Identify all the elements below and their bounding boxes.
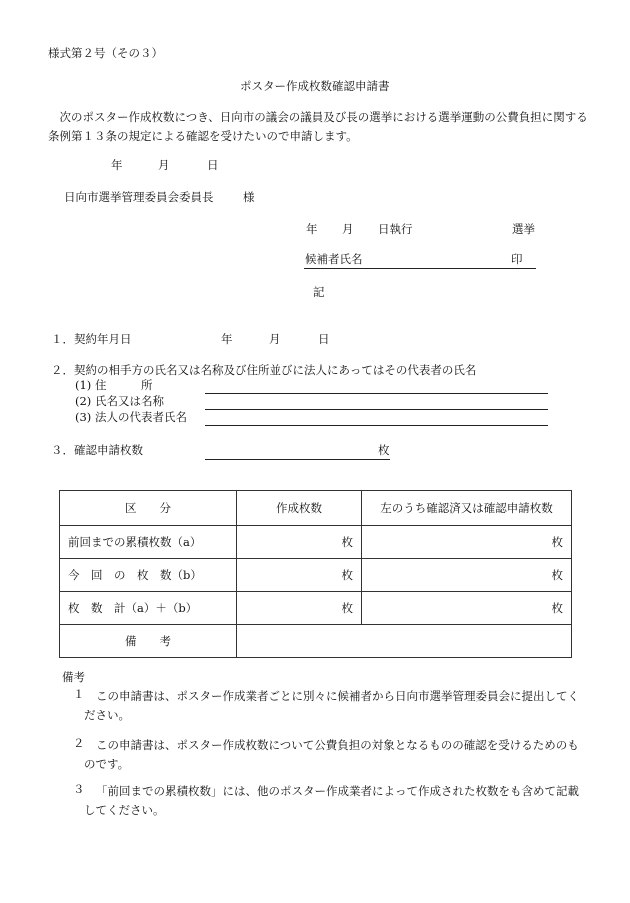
election-year-label: 年 xyxy=(306,222,318,236)
table-row xyxy=(60,559,572,592)
item2-field-representative: (3) 法人の代表者氏名 xyxy=(75,410,187,424)
item2-field-address: (1) 住 所 xyxy=(75,378,153,392)
note-number: ２ xyxy=(73,736,85,750)
item1-year-label: 年 xyxy=(221,332,233,346)
note-number: ３ xyxy=(73,782,85,796)
item3-line xyxy=(205,459,390,460)
note-text: この申請書は、ポスター作成業者ごとに別々に候補者から日向市選挙管理委員会に提出してください。 xyxy=(84,689,579,722)
candidate-name-line xyxy=(304,268,536,269)
candidate-name-label: 候補者氏名 xyxy=(305,252,363,266)
date-month-label: 月 xyxy=(158,158,170,172)
item2-address-line xyxy=(205,393,548,394)
date-year-label: 年 xyxy=(111,158,123,172)
item1-month-label: 月 xyxy=(269,332,281,346)
note-text: 「前回までの累積枚数」には、他のポスター作成業者によって作成された枚数をも含めて記載してください。 xyxy=(84,784,579,817)
item1-label: １．契約年月日 xyxy=(51,332,132,346)
item2-label: ２．契約の相手方の氏名又は名称及び住所並びに法人にあってはその代表者の氏名 xyxy=(51,363,477,377)
table-cell-produced: 枚 xyxy=(237,526,362,559)
intro-paragraph: 次のポスター作成枚数につき、日向市の議会の議員及び長の選挙における選挙運動の公費負担に関する条例第１３条の規定による確認を受けたいので申請します。 xyxy=(48,110,588,143)
table-header-produced: 作成枚数 xyxy=(237,491,362,526)
election-month-label: 月 xyxy=(342,222,354,236)
addressee-name: 日向市選挙管理委員会委員長 xyxy=(64,190,214,204)
table-cell-remarks xyxy=(237,625,572,658)
form-number: 様式第２号（その３） xyxy=(48,46,163,60)
table-cell-produced: 枚 xyxy=(237,592,362,625)
election-label: 選挙 xyxy=(512,222,535,236)
table-row-label: 枚 数 計（a）＋（b） xyxy=(60,592,237,625)
item3-label: ３．確認申請枚数 xyxy=(51,443,143,457)
item2-representative-line xyxy=(205,425,548,426)
seal-label: 印 xyxy=(511,252,523,266)
note-text: この申請書は、ポスター作成枚数について公費負担の対象となるものの確認を受けるためのものです。 xyxy=(84,738,579,771)
table-cell-confirmed: 枚 xyxy=(362,592,572,625)
table-header-confirmed: 左のうち確認済又は確認申請枚数 xyxy=(362,491,572,526)
ki-label: 記 xyxy=(313,285,325,299)
notes-title: 備考 xyxy=(62,670,85,684)
item2-field-name: (2) 氏名又は名称 xyxy=(75,394,164,408)
table-row xyxy=(60,526,572,559)
table-row xyxy=(60,592,572,625)
table-row-label: 前回までの累積枚数（a） xyxy=(60,526,237,559)
table-header-row xyxy=(60,491,572,526)
election-day-exec-label: 日執行 xyxy=(378,222,413,236)
item3-unit: 枚 xyxy=(378,443,390,457)
table-header-category: 区 分 xyxy=(60,491,237,526)
count-table xyxy=(59,490,572,658)
table-row-label: 備 考 xyxy=(60,625,237,658)
addressee-honorific: 様 xyxy=(243,190,255,204)
item2-name-line xyxy=(205,409,548,410)
table-cell-confirmed: 枚 xyxy=(362,526,572,559)
note-number: １ xyxy=(73,687,85,701)
table-row-label: 今 回 の 枚 数（b） xyxy=(60,559,237,592)
table-cell-produced: 枚 xyxy=(237,559,362,592)
date-day-label: 日 xyxy=(207,158,219,172)
table-row xyxy=(60,625,572,658)
document-title: ポスター作成枚数確認申請書 xyxy=(240,79,390,93)
table-cell-confirmed: 枚 xyxy=(362,559,572,592)
item1-day-label: 日 xyxy=(318,332,330,346)
